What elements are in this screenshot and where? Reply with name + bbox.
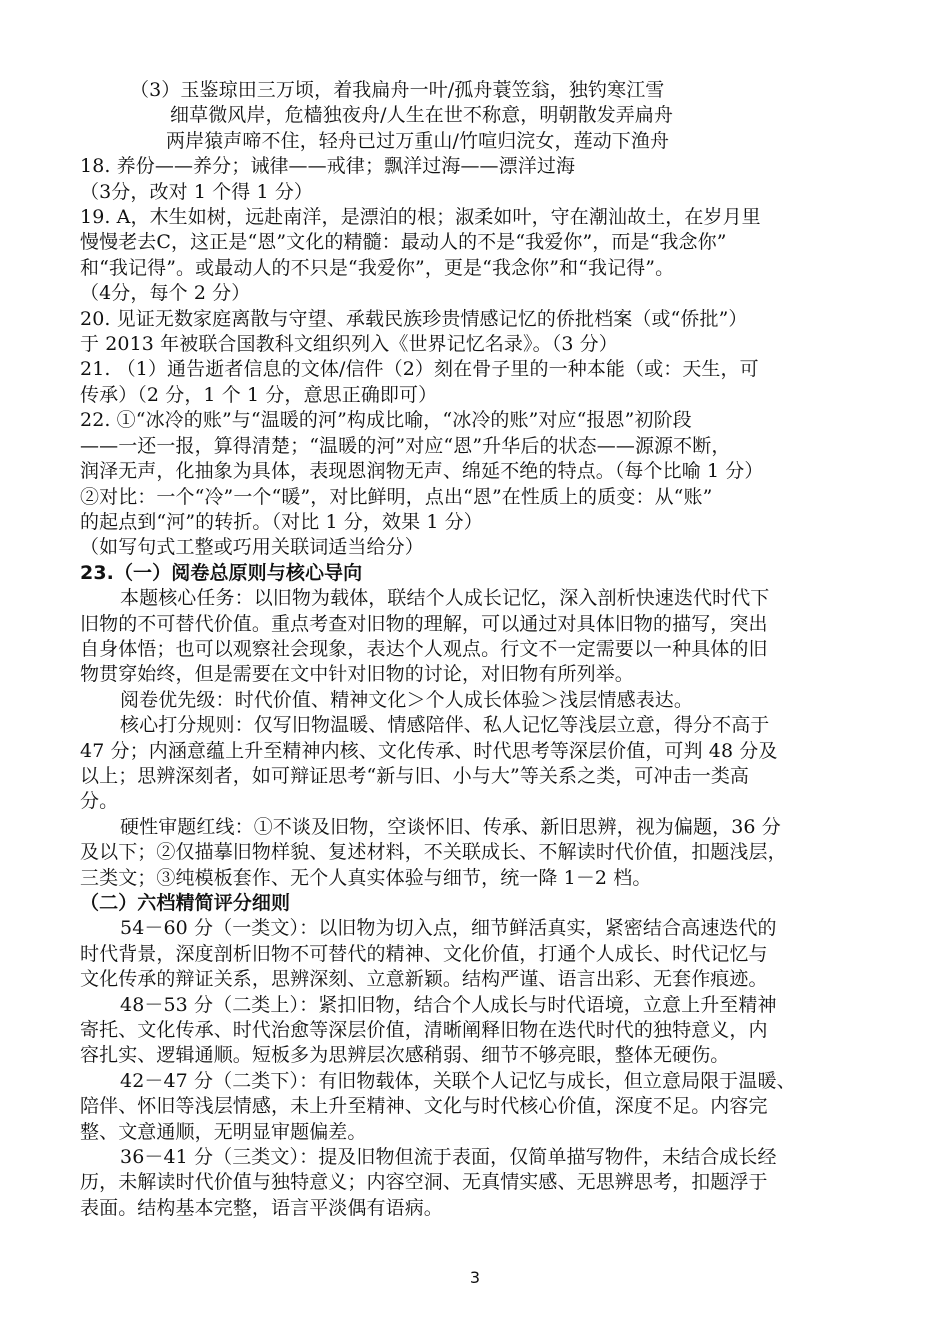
text-line: 以上；思辨深刻者，如可辩证思考“新与旧、小与大”等关系之类，可冲击一类高 [80,764,750,787]
text-line: 容扎实、逻辑通顺。短板多为思辨层次感稍弱、细节不够亮眼，整体无硬伤。 [80,1044,730,1067]
text-line: 时代背景，深度剖析旧物不可替代的精神、文化价值，打通个人成长、时代记忆与 [80,942,768,965]
text-line: 本题核心任务：以旧物为载体，联结个人成长记忆，深入剖析快速迭代时代下 [120,587,770,610]
text-line: 整、文意通顺，无明显审题偏差。 [80,1120,367,1143]
answer-key-body [80,78,880,1221]
text-line: 20. 见证无数家庭离散与守望、承载民族珍贵情感记忆的侨批档案（或“侨批”） [80,307,748,330]
text-line: 旧物的不可替代价值。重点考查对旧物的理解，可以通过对具体旧物的描写，突出 [80,612,768,635]
section-heading: （二）六档精简评分细则 [80,892,291,914]
page-number: 3 [469,1268,481,1287]
text-line: 陪伴、怀旧等浅层情感，未上升至精神、文化与时代核心价值，深度不足。内容完 [80,1095,768,1118]
text-line: 物贯穿始终，但是需要在文中针对旧物的讨论，对旧物有所列举。 [80,663,634,686]
text-line: 的起点到“河”的转折。（对比 1 分，效果 1 分） [80,510,483,533]
text-line: ②对比：一个“冷”一个“暖”，对比鲜明，点出“恩”在性质上的质变：从“账” [80,485,713,508]
text-line: 传承）（2 分，1 个 1 分，意思正确即可） [80,383,438,406]
text-line: 和“我记得”。或最动人的不只是“我爱你”，更是“我念你”和“我记得”。 [80,256,675,279]
text-line: 及以下；②仅描摹旧物样貌、复述材料，不关联成长、不解读时代价值，扣题浅层， [80,841,787,864]
text-line: 22. ①“冰冷的账”与“温暖的河”构成比喻，“冰冷的账”对应“报恩”初阶段 [80,409,692,432]
text-line: 历，未解读时代价值与独特意义；内容空洞、无真情实感、无思辨思考，扣题浮于 [80,1171,768,1194]
text-line: 分。 [80,790,119,813]
text-line: 表面。结构基本完整，语言平淡偶有语病。 [80,1196,443,1219]
text-line: 47 分；内涵意蕴上升至精神内核、文化传承、时代思考等深层价值，可判 48 分及 [80,739,778,762]
text-line: 自身体悟；也可以观察社会现象，表达个人观点。行文不一定需要以一种具体的旧 [80,637,768,660]
text-line: 细草微风岸，危樯独夜舟/人生在世不称意，明朝散发弄扁舟 [170,104,674,127]
text-line: 于 2013 年被联合国教科文组织列入《世界记忆名录》。（3 分） [80,333,618,356]
text-line: 21. （1）通告逝者信息的文体/信件（2）刻在骨子里的一种本能（或：天生，可 [80,358,759,381]
text-line: 核心打分规则：仅写旧物温暖、情感陪伴、私人记忆等浅层立意，得分不高于 [120,714,770,737]
text-line: （4分，每个 2 分） [80,282,251,305]
text-line: ——一还一报，算得清楚；“温暖的河”对应“恩”升华后的状态——源源不断， [80,434,731,457]
section-heading: 23.（一）阅卷总原则与核心导向 [80,561,363,584]
text-line: 19. A，木生如树，远赴南洋，是漂泊的根；淑柔如叶，守在潮汕故土，在岁月里 [80,206,761,229]
text-line: 36－41 分（三类文）：提及旧物但流于表面，仅简单描写物件，未结合成长经 [120,1146,777,1169]
text-line: 48－53 分（二类上）：紧扣旧物，结合个人成长与时代语境，立意上升至精神 [120,993,777,1016]
text-line: 54－60 分（一类文）：以旧物为切入点，细节鲜活真实，紧密结合高速迭代的 [120,917,777,940]
text-line: 42－47 分（二类下）：有旧物载体，关联个人记忆与成长，但立意局限于温暖、 [120,1069,796,1092]
text-line: （3）玉鉴琼田三万顷，着我扁舟一叶/孤舟蓑笠翁，独钓寒江雪 [130,79,665,101]
text-line: （3分，改对 1 个得 1 分） [80,180,314,203]
text-line: 18. 养份——养分；诫律——戒律；飘洋过海——漂洋过海 [80,155,576,178]
text-line: 润泽无声，化抽象为具体，表现恩润物无声、绵延不绝的特点。（每个比喻 1 分） [80,460,764,483]
text-line: 三类文；③纯模板套作、无个人真实体验与细节，统一降 1－2 档。 [80,866,652,889]
text-line: （如写句式工整或巧用关联词适当给分） [80,536,424,559]
text-line: 寄托、文化传承、时代治愈等深层价值，清晰阐释旧物在迭代时代的独特意义，内 [80,1019,768,1042]
text-line: 文化传承的辩证关系，思辨深刻、立意新颖。结构严谨、语言出彩、无套作痕迹。 [80,968,768,991]
text-line: 硬性审题红线：①不谈及旧物，空谈怀旧、传承、新旧思辨，视为偏题，36 分 [120,815,781,838]
text-line: 慢慢老去C，这正是“恩”文化的精髓：最动人的不是“我爱你”，而是“我念你” [80,231,727,254]
text-line: 阅卷优先级：时代价值、精神文化＞个人成长体验＞浅层情感表达。 [120,688,694,711]
text-line: 两岸猿声啼不住，轻舟已过万重山/竹喧归浣女，莲动下渔舟 [166,129,670,152]
